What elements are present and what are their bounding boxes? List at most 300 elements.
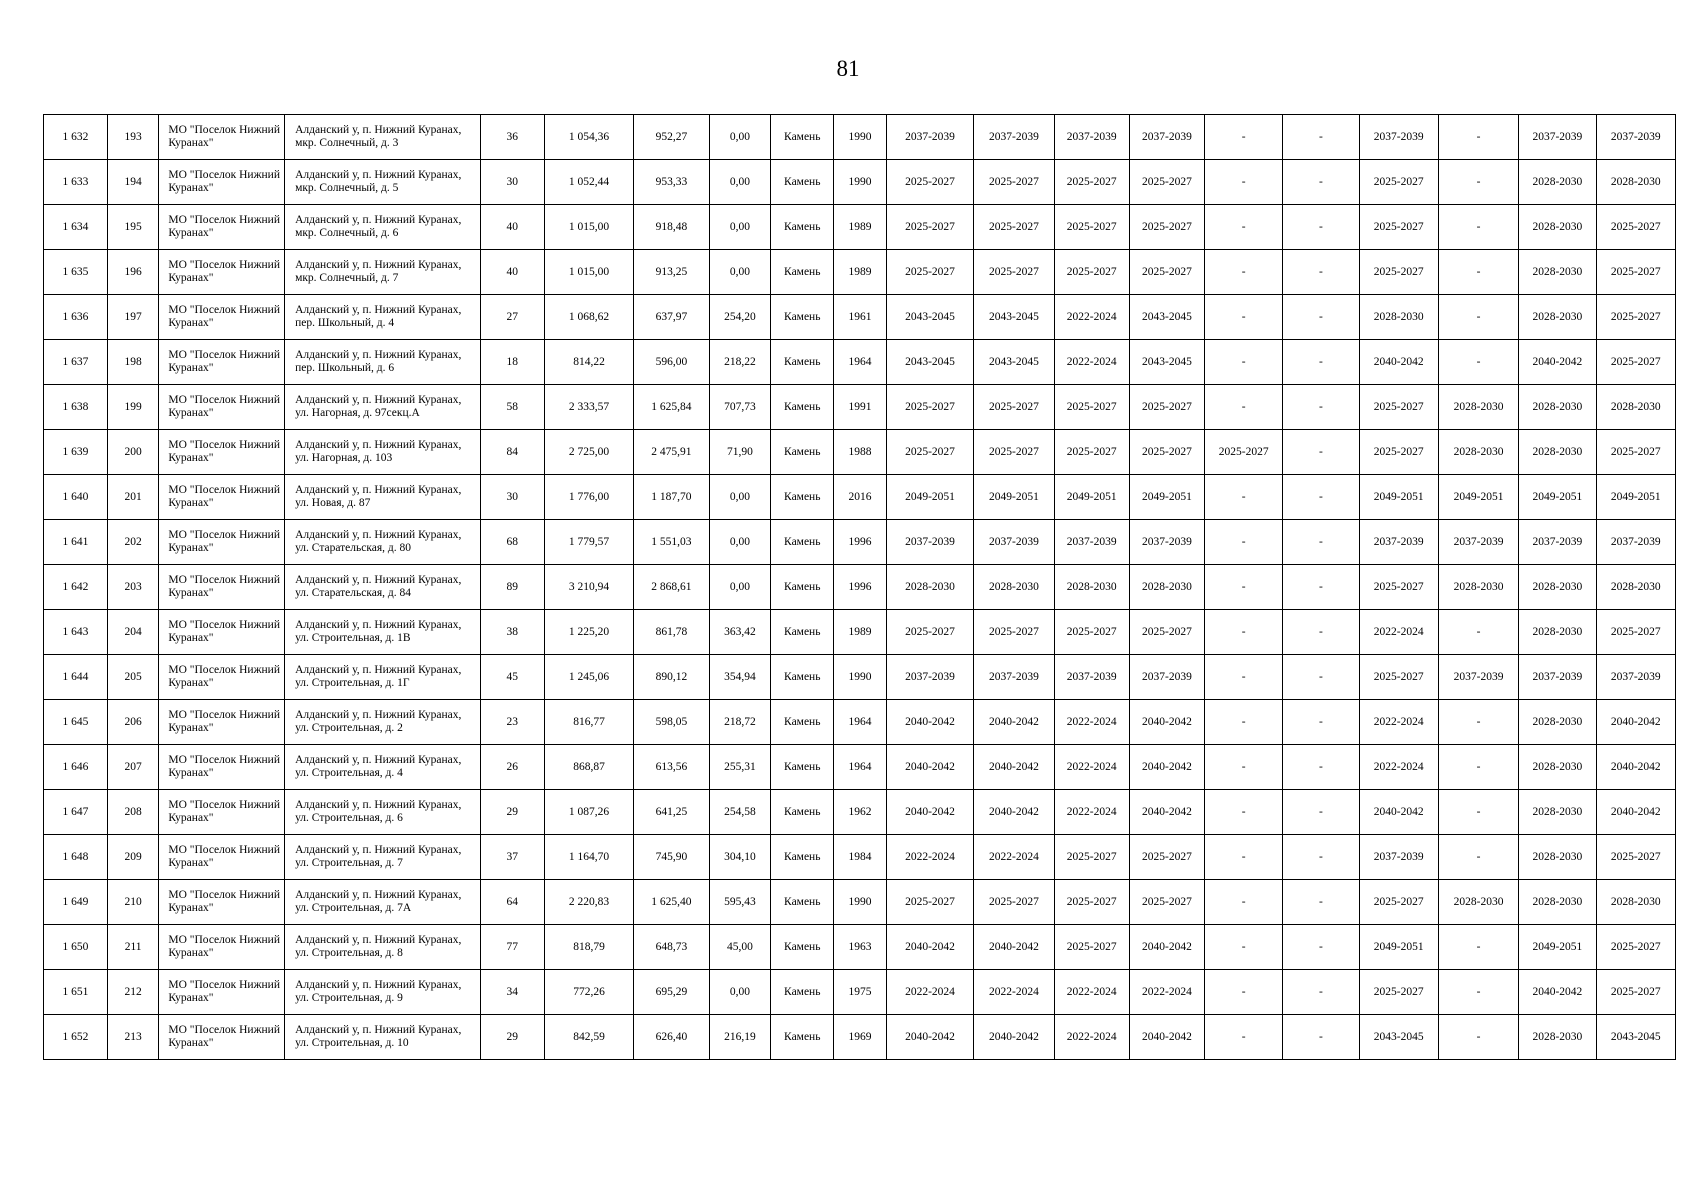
work-period-9-cell: 2037-2039 — [1519, 655, 1596, 700]
work-period-8-cell: 2037-2039 — [1438, 655, 1518, 700]
residential-area-cell: 953,33 — [634, 160, 709, 205]
row-number-cell: 203 — [107, 565, 159, 610]
table-row — [44, 565, 1676, 610]
row-number-cell: 201 — [107, 475, 159, 520]
seq-number-cell: 1 637 — [44, 340, 108, 385]
work-period-2-cell: 2043-2045 — [974, 340, 1054, 385]
build-year-cell: 1989 — [834, 205, 887, 250]
work-period-3-cell: 2028-2030 — [1054, 565, 1129, 610]
build-year-cell: 1961 — [834, 295, 887, 340]
wall-material-cell: Камень — [771, 880, 834, 925]
work-period-8-cell: - — [1438, 790, 1518, 835]
work-period-5-cell: - — [1205, 970, 1283, 1015]
table-row — [44, 340, 1676, 385]
nonresidential-area-cell: 255,31 — [709, 745, 771, 790]
work-period-1-cell: 2025-2027 — [886, 880, 974, 925]
row-number-cell: 193 — [107, 115, 159, 160]
work-period-9-cell: 2028-2030 — [1519, 835, 1596, 880]
work-period-5-cell: - — [1205, 745, 1283, 790]
work-period-1-cell: 2022-2024 — [886, 835, 974, 880]
work-period-4-cell: 2025-2027 — [1129, 610, 1204, 655]
wall-material-cell: Камень — [771, 115, 834, 160]
work-period-7-cell: 2028-2030 — [1359, 295, 1438, 340]
work-period-3-cell: 2037-2039 — [1054, 115, 1129, 160]
total-area-cell: 2 333,57 — [544, 385, 634, 430]
municipality-cell: МО "Поселок Нижний Куранах" — [159, 520, 285, 565]
work-period-6-cell: - — [1283, 835, 1359, 880]
wall-material-cell: Камень — [771, 655, 834, 700]
nonresidential-area-cell: 45,00 — [709, 925, 771, 970]
nonresidential-area-cell: 218,22 — [709, 340, 771, 385]
build-year-cell: 1990 — [834, 880, 887, 925]
apartments-count-cell: 29 — [480, 790, 544, 835]
residential-area-cell: 861,78 — [634, 610, 709, 655]
work-period-9-cell: 2028-2030 — [1519, 880, 1596, 925]
work-period-2-cell: 2028-2030 — [974, 565, 1054, 610]
seq-number-cell: 1 650 — [44, 925, 108, 970]
work-period-6-cell: - — [1283, 565, 1359, 610]
work-period-3-cell: 2025-2027 — [1054, 430, 1129, 475]
work-period-5-cell: - — [1205, 700, 1283, 745]
work-period-8-cell: 2037-2039 — [1438, 520, 1518, 565]
work-period-4-cell: 2025-2027 — [1129, 205, 1204, 250]
work-period-4-cell: 2040-2042 — [1129, 745, 1204, 790]
work-period-10-cell: 2025-2027 — [1596, 610, 1675, 655]
seq-number-cell: 1 649 — [44, 880, 108, 925]
work-period-3-cell: 2022-2024 — [1054, 790, 1129, 835]
municipality-cell: МО "Поселок Нижний Куранах" — [159, 160, 285, 205]
municipality-cell: МО "Поселок Нижний Куранах" — [159, 745, 285, 790]
work-period-6-cell: - — [1283, 610, 1359, 655]
work-period-6-cell: - — [1283, 250, 1359, 295]
residential-area-cell: 745,90 — [634, 835, 709, 880]
apartments-count-cell: 18 — [480, 340, 544, 385]
work-period-10-cell: 2028-2030 — [1596, 160, 1675, 205]
work-period-7-cell: 2040-2042 — [1359, 790, 1438, 835]
work-period-5-cell: - — [1205, 115, 1283, 160]
nonresidential-area-cell: 218,72 — [709, 700, 771, 745]
address-cell: Алданский у, п. Нижний Куранах, ул. Старательская, д. 84 — [285, 565, 481, 610]
total-area-cell: 818,79 — [544, 925, 634, 970]
work-period-6-cell: - — [1283, 475, 1359, 520]
work-period-6-cell: - — [1283, 295, 1359, 340]
work-period-7-cell: 2025-2027 — [1359, 250, 1438, 295]
work-period-4-cell: 2043-2045 — [1129, 295, 1204, 340]
nonresidential-area-cell: 0,00 — [709, 475, 771, 520]
row-number-cell: 205 — [107, 655, 159, 700]
work-period-3-cell: 2022-2024 — [1054, 700, 1129, 745]
work-period-5-cell: 2025-2027 — [1205, 430, 1283, 475]
work-period-6-cell: - — [1283, 160, 1359, 205]
municipality-cell: МО "Поселок Нижний Куранах" — [159, 250, 285, 295]
work-period-8-cell: - — [1438, 970, 1518, 1015]
work-period-2-cell: 2037-2039 — [974, 115, 1054, 160]
work-period-2-cell: 2022-2024 — [974, 835, 1054, 880]
total-area-cell: 1 164,70 — [544, 835, 634, 880]
work-period-7-cell: 2025-2027 — [1359, 205, 1438, 250]
address-cell: Алданский у, п. Нижний Куранах, ул. Нагорная, д. 97секц.А — [285, 385, 481, 430]
residential-area-cell: 2 868,61 — [634, 565, 709, 610]
nonresidential-area-cell: 707,73 — [709, 385, 771, 430]
work-period-2-cell: 2037-2039 — [974, 655, 1054, 700]
municipality-cell: МО "Поселок Нижний Куранах" — [159, 565, 285, 610]
work-period-4-cell: 2037-2039 — [1129, 115, 1204, 160]
work-period-2-cell: 2025-2027 — [974, 610, 1054, 655]
work-period-4-cell: 2025-2027 — [1129, 880, 1204, 925]
table-row — [44, 970, 1676, 1015]
row-number-cell: 199 — [107, 385, 159, 430]
work-period-1-cell: 2043-2045 — [886, 340, 974, 385]
work-period-1-cell: 2040-2042 — [886, 790, 974, 835]
seq-number-cell: 1 642 — [44, 565, 108, 610]
work-period-2-cell: 2025-2027 — [974, 160, 1054, 205]
work-period-3-cell: 2022-2024 — [1054, 340, 1129, 385]
build-year-cell: 1963 — [834, 925, 887, 970]
residential-area-cell: 637,97 — [634, 295, 709, 340]
work-period-5-cell: - — [1205, 610, 1283, 655]
work-period-6-cell: - — [1283, 385, 1359, 430]
work-period-9-cell: 2028-2030 — [1519, 1015, 1596, 1060]
nonresidential-area-cell: 0,00 — [709, 115, 771, 160]
work-period-4-cell: 2028-2030 — [1129, 565, 1204, 610]
wall-material-cell: Камень — [771, 340, 834, 385]
work-period-5-cell: - — [1205, 835, 1283, 880]
work-period-4-cell: 2040-2042 — [1129, 700, 1204, 745]
work-period-10-cell: 2037-2039 — [1596, 655, 1675, 700]
address-cell: Алданский у, п. Нижний Куранах, ул. Строительная, д. 10 — [285, 1015, 481, 1060]
work-period-2-cell: 2022-2024 — [974, 970, 1054, 1015]
address-cell: Алданский у, п. Нижний Куранах, ул. Нагорная, д. 103 — [285, 430, 481, 475]
work-period-8-cell: 2028-2030 — [1438, 430, 1518, 475]
municipality-cell: МО "Поселок Нижний Куранах" — [159, 205, 285, 250]
work-period-10-cell: 2040-2042 — [1596, 745, 1675, 790]
nonresidential-area-cell: 71,90 — [709, 430, 771, 475]
apartments-count-cell: 26 — [480, 745, 544, 790]
work-period-8-cell: - — [1438, 700, 1518, 745]
nonresidential-area-cell: 0,00 — [709, 205, 771, 250]
work-period-6-cell: - — [1283, 880, 1359, 925]
seq-number-cell: 1 652 — [44, 1015, 108, 1060]
work-period-4-cell: 2043-2045 — [1129, 340, 1204, 385]
work-period-7-cell: 2037-2039 — [1359, 115, 1438, 160]
page-number: 81 — [836, 56, 860, 81]
work-period-3-cell: 2037-2039 — [1054, 655, 1129, 700]
work-period-6-cell: - — [1283, 745, 1359, 790]
work-period-8-cell: - — [1438, 1015, 1518, 1060]
work-period-4-cell: 2037-2039 — [1129, 520, 1204, 565]
work-period-1-cell: 2040-2042 — [886, 925, 974, 970]
total-area-cell: 2 725,00 — [544, 430, 634, 475]
work-period-5-cell: - — [1205, 655, 1283, 700]
seq-number-cell: 1 633 — [44, 160, 108, 205]
municipality-cell: МО "Поселок Нижний Куранах" — [159, 115, 285, 160]
work-period-5-cell: - — [1205, 475, 1283, 520]
build-year-cell: 1975 — [834, 970, 887, 1015]
address-cell: Алданский у, п. Нижний Куранах, ул. Новая, д. 87 — [285, 475, 481, 520]
work-period-10-cell: 2028-2030 — [1596, 565, 1675, 610]
work-period-7-cell: 2040-2042 — [1359, 340, 1438, 385]
work-period-8-cell: 2028-2030 — [1438, 565, 1518, 610]
seq-number-cell: 1 646 — [44, 745, 108, 790]
work-period-1-cell: 2025-2027 — [886, 385, 974, 430]
total-area-cell: 1 015,00 — [544, 250, 634, 295]
municipality-cell: МО "Поселок Нижний Куранах" — [159, 655, 285, 700]
work-period-2-cell: 2025-2027 — [974, 880, 1054, 925]
municipality-cell: МО "Поселок Нижний Куранах" — [159, 700, 285, 745]
apartments-count-cell: 30 — [480, 160, 544, 205]
address-cell: Алданский у, п. Нижний Куранах, ул. Строительная, д. 7А — [285, 880, 481, 925]
work-period-3-cell: 2022-2024 — [1054, 970, 1129, 1015]
residential-area-cell: 1 625,40 — [634, 880, 709, 925]
work-period-4-cell: 2040-2042 — [1129, 925, 1204, 970]
nonresidential-area-cell: 0,00 — [709, 160, 771, 205]
work-period-7-cell: 2049-2051 — [1359, 475, 1438, 520]
build-year-cell: 1989 — [834, 250, 887, 295]
work-period-5-cell: - — [1205, 565, 1283, 610]
wall-material-cell: Камень — [771, 925, 834, 970]
work-period-2-cell: 2025-2027 — [974, 205, 1054, 250]
table-row — [44, 700, 1676, 745]
work-period-4-cell: 2025-2027 — [1129, 250, 1204, 295]
apartments-count-cell: 34 — [480, 970, 544, 1015]
address-cell: Алданский у, п. Нижний Куранах, ул. Строительная, д. 7 — [285, 835, 481, 880]
wall-material-cell: Камень — [771, 565, 834, 610]
total-area-cell: 1 054,36 — [544, 115, 634, 160]
total-area-cell: 814,22 — [544, 340, 634, 385]
wall-material-cell: Камень — [771, 430, 834, 475]
total-area-cell: 772,26 — [544, 970, 634, 1015]
row-number-cell: 208 — [107, 790, 159, 835]
address-cell: Алданский у, п. Нижний Куранах, ул. Строительная, д. 9 — [285, 970, 481, 1015]
municipality-cell: МО "Поселок Нижний Куранах" — [159, 475, 285, 520]
work-period-1-cell: 2043-2045 — [886, 295, 974, 340]
housing-register-table — [43, 114, 1676, 1060]
wall-material-cell: Камень — [771, 610, 834, 655]
wall-material-cell: Камень — [771, 385, 834, 430]
work-period-6-cell: - — [1283, 430, 1359, 475]
work-period-6-cell: - — [1283, 925, 1359, 970]
residential-area-cell: 952,27 — [634, 115, 709, 160]
work-period-7-cell: 2022-2024 — [1359, 745, 1438, 790]
wall-material-cell: Камень — [771, 520, 834, 565]
work-period-1-cell: 2025-2027 — [886, 205, 974, 250]
apartments-count-cell: 30 — [480, 475, 544, 520]
work-period-10-cell: 2037-2039 — [1596, 520, 1675, 565]
residential-area-cell: 1 551,03 — [634, 520, 709, 565]
municipality-cell: МО "Поселок Нижний Куранах" — [159, 970, 285, 1015]
table-row — [44, 835, 1676, 880]
wall-material-cell: Камень — [771, 1015, 834, 1060]
work-period-7-cell: 2022-2024 — [1359, 610, 1438, 655]
work-period-9-cell: 2028-2030 — [1519, 745, 1596, 790]
address-cell: Алданский у, п. Нижний Куранах, ул. Строительная, д. 4 — [285, 745, 481, 790]
work-period-1-cell: 2022-2024 — [886, 970, 974, 1015]
row-number-cell: 198 — [107, 340, 159, 385]
table-row — [44, 475, 1676, 520]
work-period-3-cell: 2025-2027 — [1054, 160, 1129, 205]
total-area-cell: 816,77 — [544, 700, 634, 745]
work-period-6-cell: - — [1283, 115, 1359, 160]
row-number-cell: 209 — [107, 835, 159, 880]
work-period-7-cell: 2025-2027 — [1359, 385, 1438, 430]
apartments-count-cell: 64 — [480, 880, 544, 925]
seq-number-cell: 1 641 — [44, 520, 108, 565]
work-period-1-cell: 2025-2027 — [886, 160, 974, 205]
work-period-3-cell: 2049-2051 — [1054, 475, 1129, 520]
work-period-8-cell: - — [1438, 115, 1518, 160]
wall-material-cell: Камень — [771, 205, 834, 250]
nonresidential-area-cell: 254,20 — [709, 295, 771, 340]
residential-area-cell: 695,29 — [634, 970, 709, 1015]
work-period-3-cell: 2022-2024 — [1054, 1015, 1129, 1060]
work-period-6-cell: - — [1283, 340, 1359, 385]
residential-area-cell: 648,73 — [634, 925, 709, 970]
work-period-2-cell: 2025-2027 — [974, 430, 1054, 475]
work-period-9-cell: 2028-2030 — [1519, 385, 1596, 430]
work-period-1-cell: 2025-2027 — [886, 250, 974, 295]
build-year-cell: 1996 — [834, 520, 887, 565]
work-period-9-cell: 2028-2030 — [1519, 430, 1596, 475]
work-period-4-cell: 2025-2027 — [1129, 160, 1204, 205]
residential-area-cell: 596,00 — [634, 340, 709, 385]
wall-material-cell: Камень — [771, 295, 834, 340]
work-period-9-cell: 2040-2042 — [1519, 970, 1596, 1015]
table-row — [44, 115, 1676, 160]
apartments-count-cell: 45 — [480, 655, 544, 700]
seq-number-cell: 1 635 — [44, 250, 108, 295]
apartments-count-cell: 38 — [480, 610, 544, 655]
work-period-10-cell: 2025-2027 — [1596, 250, 1675, 295]
row-number-cell: 211 — [107, 925, 159, 970]
build-year-cell: 1990 — [834, 655, 887, 700]
nonresidential-area-cell: 0,00 — [709, 970, 771, 1015]
work-period-9-cell: 2028-2030 — [1519, 790, 1596, 835]
seq-number-cell: 1 647 — [44, 790, 108, 835]
wall-material-cell: Камень — [771, 160, 834, 205]
work-period-10-cell: 2025-2027 — [1596, 205, 1675, 250]
row-number-cell: 197 — [107, 295, 159, 340]
build-year-cell: 1969 — [834, 1015, 887, 1060]
work-period-2-cell: 2040-2042 — [974, 1015, 1054, 1060]
table-row — [44, 880, 1676, 925]
work-period-8-cell: - — [1438, 295, 1518, 340]
table-row — [44, 205, 1676, 250]
residential-area-cell: 1 187,70 — [634, 475, 709, 520]
apartments-count-cell: 23 — [480, 700, 544, 745]
apartments-count-cell: 40 — [480, 250, 544, 295]
residential-area-cell: 1 625,84 — [634, 385, 709, 430]
wall-material-cell: Камень — [771, 700, 834, 745]
address-cell: Алданский у, п. Нижний Куранах, ул. Строительная, д. 1Г — [285, 655, 481, 700]
work-period-10-cell: 2025-2027 — [1596, 430, 1675, 475]
work-period-10-cell: 2025-2027 — [1596, 835, 1675, 880]
residential-area-cell: 2 475,91 — [634, 430, 709, 475]
work-period-3-cell: 2025-2027 — [1054, 205, 1129, 250]
work-period-3-cell: 2022-2024 — [1054, 295, 1129, 340]
build-year-cell: 1964 — [834, 340, 887, 385]
seq-number-cell: 1 644 — [44, 655, 108, 700]
work-period-6-cell: - — [1283, 520, 1359, 565]
apartments-count-cell: 89 — [480, 565, 544, 610]
address-cell: Алданский у, п. Нижний Куранах, пер. Школьный, д. 6 — [285, 340, 481, 385]
nonresidential-area-cell: 0,00 — [709, 250, 771, 295]
work-period-5-cell: - — [1205, 880, 1283, 925]
seq-number-cell: 1 645 — [44, 700, 108, 745]
work-period-7-cell: 2049-2051 — [1359, 925, 1438, 970]
work-period-9-cell: 2028-2030 — [1519, 700, 1596, 745]
work-period-3-cell: 2025-2027 — [1054, 835, 1129, 880]
work-period-4-cell: 2022-2024 — [1129, 970, 1204, 1015]
wall-material-cell: Камень — [771, 250, 834, 295]
work-period-7-cell: 2025-2027 — [1359, 160, 1438, 205]
work-period-10-cell: 2028-2030 — [1596, 385, 1675, 430]
work-period-2-cell: 2040-2042 — [974, 745, 1054, 790]
work-period-9-cell: 2028-2030 — [1519, 250, 1596, 295]
table-row — [44, 745, 1676, 790]
work-period-10-cell: 2043-2045 — [1596, 1015, 1675, 1060]
nonresidential-area-cell: 0,00 — [709, 565, 771, 610]
residential-area-cell: 598,05 — [634, 700, 709, 745]
work-period-2-cell: 2025-2027 — [974, 250, 1054, 295]
work-period-9-cell: 2028-2030 — [1519, 160, 1596, 205]
work-period-5-cell: - — [1205, 250, 1283, 295]
table-row — [44, 430, 1676, 475]
seq-number-cell: 1 632 — [44, 115, 108, 160]
work-period-5-cell: - — [1205, 160, 1283, 205]
work-period-5-cell: - — [1205, 295, 1283, 340]
build-year-cell: 1964 — [834, 700, 887, 745]
work-period-3-cell: 2025-2027 — [1054, 385, 1129, 430]
work-period-1-cell: 2040-2042 — [886, 745, 974, 790]
work-period-3-cell: 2025-2027 — [1054, 610, 1129, 655]
work-period-8-cell: 2028-2030 — [1438, 880, 1518, 925]
municipality-cell: МО "Поселок Нижний Куранах" — [159, 1015, 285, 1060]
work-period-7-cell: 2043-2045 — [1359, 1015, 1438, 1060]
apartments-count-cell: 36 — [480, 115, 544, 160]
work-period-2-cell: 2049-2051 — [974, 475, 1054, 520]
row-number-cell: 206 — [107, 700, 159, 745]
work-period-4-cell: 2025-2027 — [1129, 385, 1204, 430]
work-period-7-cell: 2025-2027 — [1359, 880, 1438, 925]
address-cell: Алданский у, п. Нижний Куранах, мкр. Солнечный, д. 7 — [285, 250, 481, 295]
residential-area-cell: 626,40 — [634, 1015, 709, 1060]
work-period-10-cell: 2040-2042 — [1596, 790, 1675, 835]
residential-area-cell: 890,12 — [634, 655, 709, 700]
work-period-8-cell: 2049-2051 — [1438, 475, 1518, 520]
total-area-cell: 1 776,00 — [544, 475, 634, 520]
seq-number-cell: 1 636 — [44, 295, 108, 340]
address-cell: Алданский у, п. Нижний Куранах, ул. Строительная, д. 2 — [285, 700, 481, 745]
work-period-7-cell: 2025-2027 — [1359, 655, 1438, 700]
work-period-1-cell: 2037-2039 — [886, 520, 974, 565]
work-period-10-cell: 2040-2042 — [1596, 700, 1675, 745]
municipality-cell: МО "Поселок Нижний Куранах" — [159, 295, 285, 340]
address-cell: Алданский у, п. Нижний Куранах, ул. Строительная, д. 8 — [285, 925, 481, 970]
work-period-4-cell: 2025-2027 — [1129, 430, 1204, 475]
work-period-6-cell: - — [1283, 970, 1359, 1015]
wall-material-cell: Камень — [771, 970, 834, 1015]
work-period-8-cell: 2028-2030 — [1438, 385, 1518, 430]
work-period-8-cell: - — [1438, 610, 1518, 655]
work-period-10-cell: 2028-2030 — [1596, 880, 1675, 925]
build-year-cell: 1990 — [834, 160, 887, 205]
work-period-10-cell: 2025-2027 — [1596, 970, 1675, 1015]
build-year-cell: 1989 — [834, 610, 887, 655]
seq-number-cell: 1 640 — [44, 475, 108, 520]
work-period-1-cell: 2040-2042 — [886, 1015, 974, 1060]
total-area-cell: 1 087,26 — [544, 790, 634, 835]
address-cell: Алданский у, п. Нижний Куранах, ул. Строительная, д. 6 — [285, 790, 481, 835]
